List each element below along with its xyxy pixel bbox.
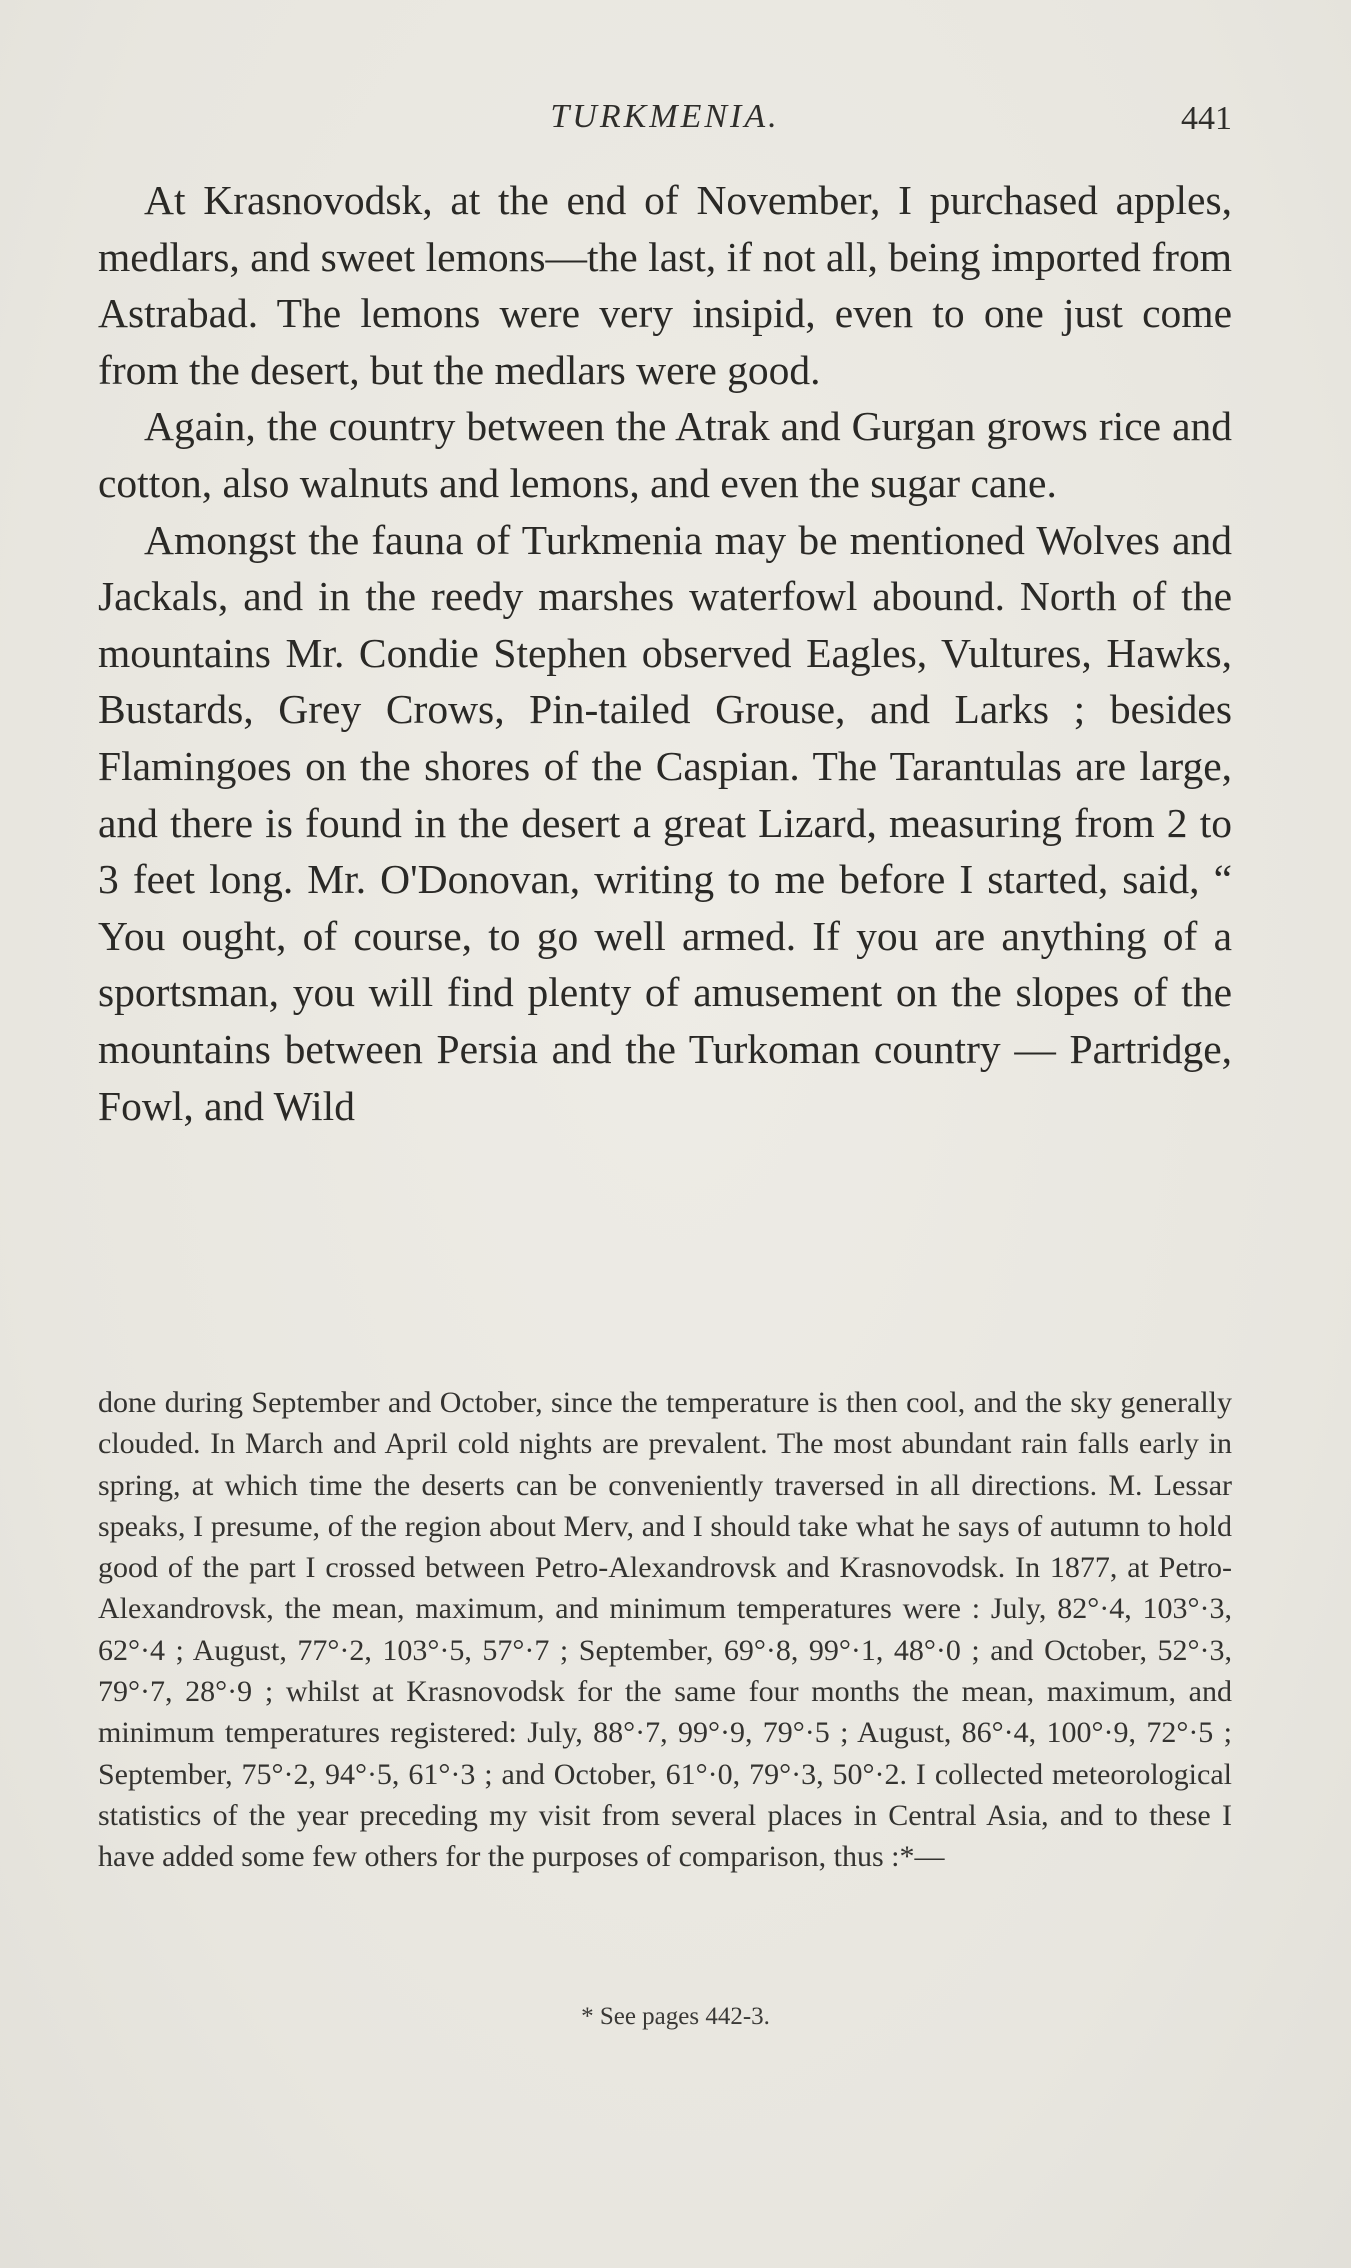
paragraph: Amongst the fauna of Turkmenia may be mentioned Wolves and Jackals, and in the reedy marshes waterfowl abound. North of the mountains Mr. Condie Stephen observed Eagles, Vultures, Hawks, Bustards, Grey Crows, Pin-tailed Grouse, and Larks ; besides Flamingoes on the shores of the Caspian. The Tarantulas are large, and there is found in the desert a great Lizard, measuring from 2 to 3 feet long. Mr. O'Donovan, writing to me before I started, said, “ You ought, of course, to go well armed. If you are anything of a sportsman, you will find plenty of amusement on the slopes of the mountains between Persia and the Turkoman country — Partridge, Fowl, and Wild	[98, 516, 1232, 1129]
running-head	[98, 98, 1232, 148]
paragraph: At Krasnovodsk, at the end of November, I purchased apples, medlars, and sweet lemons—the last, if not all, being imported from Astrabad. The lemons were very insipid, even to one just come from the desert, but the medlars were good.	[98, 177, 1232, 393]
running-title: TURKMENIA.	[550, 98, 780, 135]
page-number: 441	[1181, 100, 1232, 137]
main-text	[98, 172, 1232, 1134]
footnote-continuation	[98, 1382, 1232, 1878]
paragraph: Again, the country between the Atrak and Gurgan grows rice and cotton, also walnuts and lemons, and even the sugar cane.	[98, 403, 1232, 506]
footnote-text: done during September and October, since the temperature is then cool, and the sky generally clouded. In March and April cold nights are prevalent. The most abundant rain falls early in spring, at which time the deserts can be conveniently traversed in all directions. M. Lessar speaks, I presume, of the region about Merv, and I should take what he says of autumn to hold good of the part I crossed between Petro-Alexandrovsk and Krasnovodsk. In 1877, at Petro-Alexandrovsk, the mean, maximum, and minimum temperatures were : July, 82°·4, 103°·3, 62°·4 ; August, 77°·2, 103°·5, 57°·7 ; September, 69°·8, 99°·1, 48°·0 ; and October, 52°·3, 79°·7, 28°·9 ; whilst at Krasnovodsk for the same four months the mean, maximum, and minimum temperatures registered: July, 88°·7, 99°·9, 79°·5 ; August, 86°·4, 100°·9, 72°·5 ; September, 75°·2, 94°·5, 61°·3 ; and October, 61°·0, 79°·3, 50°·2. I collected meteorological statistics of the year preceding my visit from several places in Central Asia, and to these I have added some few others for the purposes of comparison, thus :*—	[98, 1386, 1232, 1874]
footnote-reference: * See pages 442-3.	[581, 2003, 770, 2030]
